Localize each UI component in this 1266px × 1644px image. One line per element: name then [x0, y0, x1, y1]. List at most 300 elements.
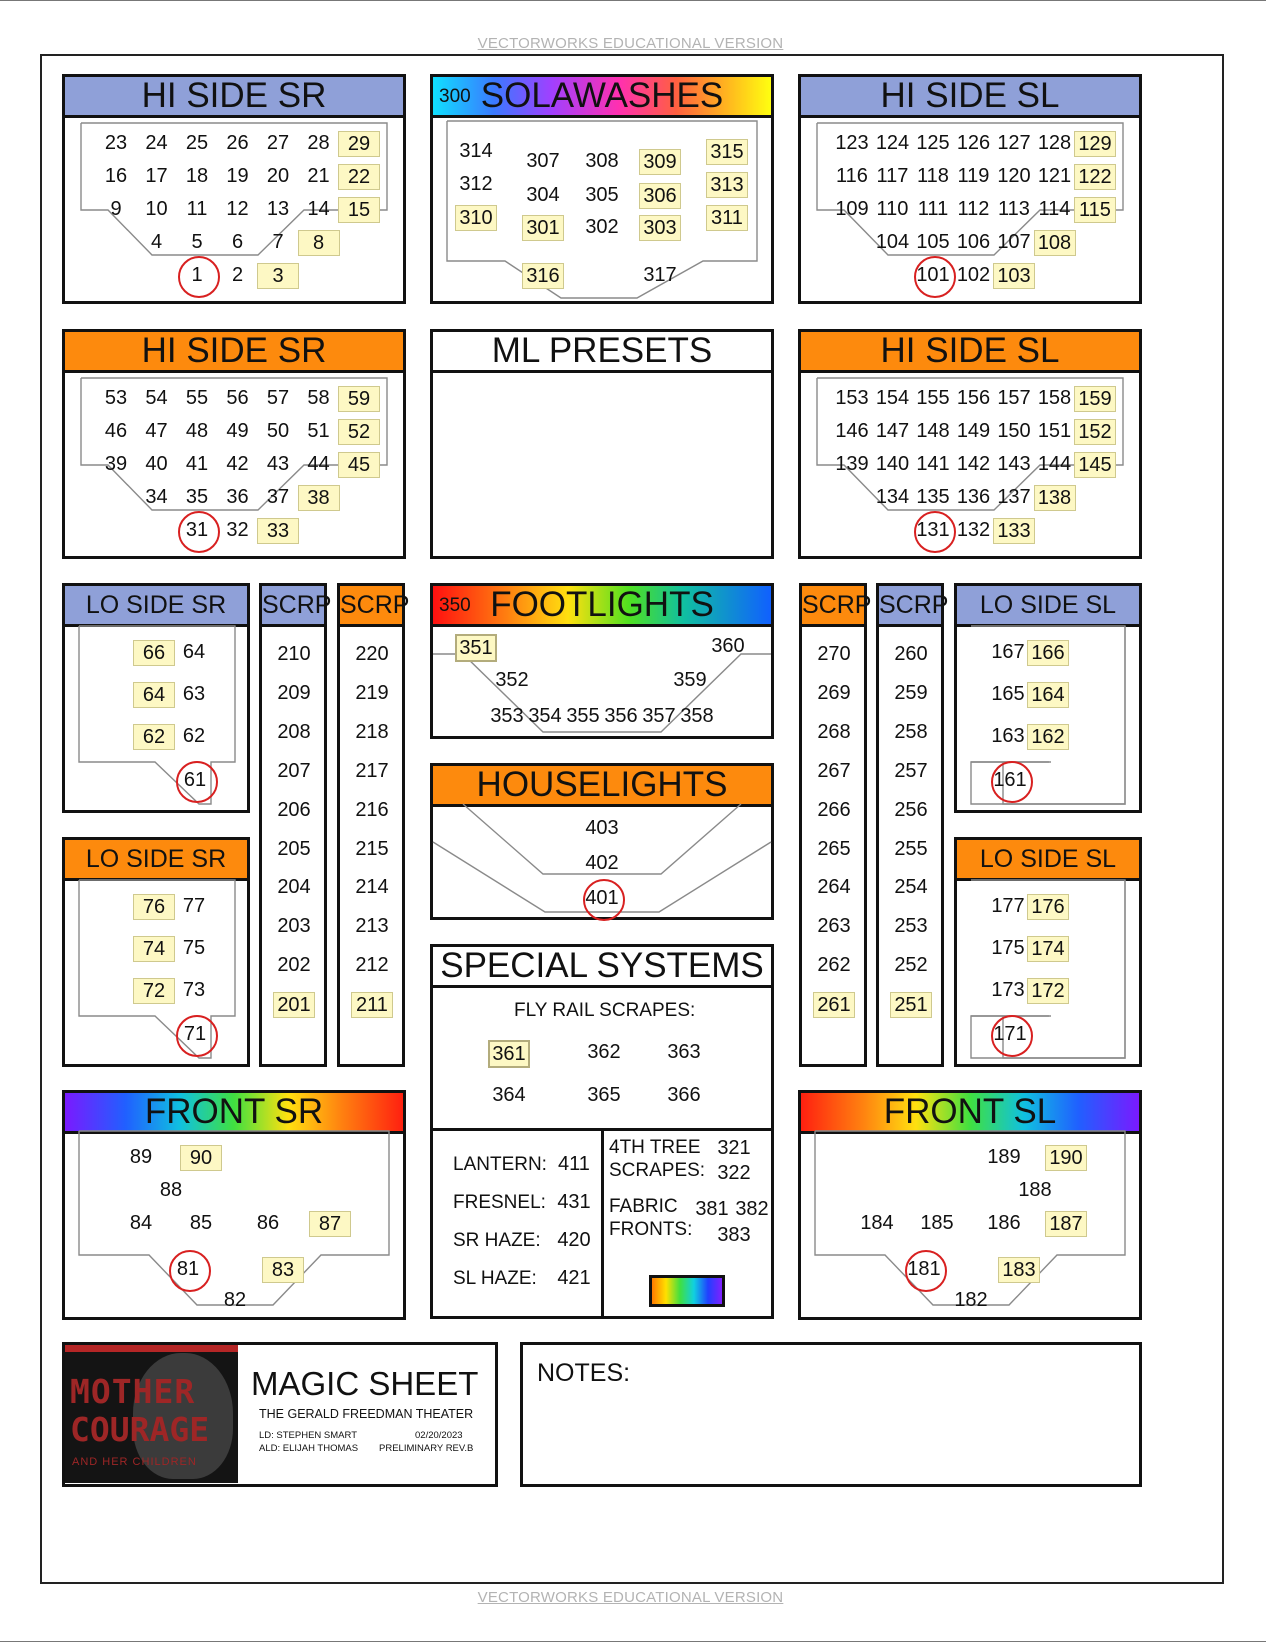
- page-bottom-rule: [0, 1641, 1266, 1642]
- channel-label[interactable]: 210: [277, 643, 311, 665]
- channel-label[interactable]: 15: [338, 197, 380, 223]
- channel-label[interactable]: 202: [277, 954, 311, 977]
- channel-label[interactable]: 103: [993, 263, 1035, 289]
- channel-label[interactable]: 144: [1037, 453, 1072, 475]
- panel-title: HI SIDE SR: [141, 76, 327, 115]
- channel-label[interactable]: 207: [277, 759, 311, 782]
- channel-label[interactable]: 47: [145, 420, 168, 442]
- channel-label[interactable]: 85: [189, 1212, 213, 1234]
- channel-label[interactable]: 86: [256, 1212, 280, 1234]
- channel-label[interactable]: 45: [338, 452, 380, 478]
- channel-label[interactable]: 119: [957, 165, 990, 187]
- channel-label[interactable]: 90: [180, 1145, 222, 1171]
- panel-title: FRONT SL: [883, 1092, 1057, 1131]
- channel-label[interactable]: 23: [104, 132, 128, 154]
- channel-label[interactable]: 264: [817, 876, 851, 899]
- channel-label[interactable]: 203: [277, 915, 311, 938]
- channel-label[interactable]: 75: [182, 937, 206, 959]
- panel-scrp-a[interactable]: [259, 583, 332, 1067]
- channel-label[interactable]: 184: [860, 1212, 894, 1234]
- channel-label[interactable]: 314: [459, 140, 493, 162]
- channel-label[interactable]: 183: [998, 1257, 1040, 1283]
- channel-label[interactable]: 186: [987, 1212, 1021, 1234]
- channel-label[interactable]: 312: [459, 173, 493, 195]
- channel-label[interactable]: 156: [956, 387, 991, 409]
- channel-label[interactable]: 259: [894, 681, 928, 704]
- channel-label[interactable]: 50: [266, 420, 290, 442]
- panel-scrp-c[interactable]: [799, 583, 872, 1067]
- channel-label[interactable]: 218: [355, 720, 389, 743]
- channel-label[interactable]: 18: [185, 165, 209, 187]
- channel-label[interactable]: 308: [585, 150, 619, 172]
- panel-hi-sl-1[interactable]: [798, 74, 1142, 304]
- channel-label[interactable]: 21: [307, 165, 330, 187]
- channel-label[interactable]: 125: [916, 132, 950, 154]
- channel-label[interactable]: 127: [997, 132, 1031, 154]
- channel-label[interactable]: 66: [133, 640, 175, 666]
- channel-label[interactable]: 35: [185, 486, 209, 508]
- channel-label[interactable]: 28: [307, 132, 330, 154]
- channel-label[interactable]: 215: [355, 837, 389, 860]
- channel-label[interactable]: 64: [182, 641, 206, 663]
- channel-label[interactable]: 188: [1018, 1179, 1052, 1201]
- channel-label[interactable]: 135: [916, 486, 950, 508]
- channel-label[interactable]: 154: [875, 387, 910, 409]
- channel-label[interactable]: 48: [185, 420, 209, 442]
- panel-header: [802, 586, 872, 627]
- channel-label[interactable]: 122: [1074, 164, 1116, 190]
- outline-lines: [801, 1093, 1139, 1317]
- channel-label[interactable]: 311: [706, 205, 748, 231]
- channel-label[interactable]: 42: [226, 453, 249, 475]
- notes-panel[interactable]: [520, 1342, 1142, 1487]
- channel-label[interactable]: 126: [956, 132, 991, 154]
- channel-label[interactable]: 261: [813, 992, 855, 1018]
- panel-title: ML PRESETS: [491, 331, 713, 370]
- show-poster-image: [65, 1345, 238, 1483]
- channel-label[interactable]: 132: [956, 519, 991, 541]
- channel-label[interactable]: 208: [277, 720, 311, 743]
- channel-label[interactable]: 64: [133, 682, 175, 708]
- channel-label[interactable]: 87: [309, 1211, 351, 1237]
- channel-label[interactable]: 359: [673, 669, 707, 691]
- channel-label[interactable]: 322: [717, 1162, 751, 1184]
- channel-label[interactable]: 39: [104, 453, 128, 475]
- channel-label[interactable]: 109: [835, 198, 869, 220]
- channel-label[interactable]: 124: [875, 132, 910, 154]
- channel-label[interactable]: 129: [1074, 131, 1116, 157]
- channel-label[interactable]: 301: [522, 215, 564, 241]
- channel-label[interactable]: 216: [355, 798, 389, 821]
- panel-ml-presets[interactable]: [430, 329, 774, 559]
- channel-label[interactable]: 366: [667, 1084, 701, 1106]
- channel-label[interactable]: 220: [355, 643, 389, 665]
- panel-hi-sl-2[interactable]: [798, 329, 1142, 559]
- channel-label[interactable]: 118: [917, 165, 949, 187]
- channel-label[interactable]: 268: [817, 720, 851, 743]
- channel-label[interactable]: 105: [916, 231, 950, 253]
- panel-lo-sl-1[interactable]: [954, 583, 1142, 813]
- channel-label[interactable]: 269: [817, 681, 851, 704]
- channel-label[interactable]: 190: [1045, 1145, 1087, 1171]
- channel-label[interactable]: 106: [956, 231, 991, 253]
- channel-label[interactable]: 1: [176, 263, 218, 287]
- channel-label[interactable]: 16: [104, 165, 128, 187]
- channel-label[interactable]: 138: [1034, 485, 1076, 511]
- channel-label[interactable]: 143: [997, 453, 1031, 475]
- channel-label[interactable]: 134: [875, 486, 910, 508]
- channel-label[interactable]: 110: [876, 198, 909, 220]
- channel-label[interactable]: 61: [174, 768, 216, 792]
- channel-label[interactable]: 214: [355, 876, 389, 899]
- panel-lo-sl-2[interactable]: [954, 837, 1142, 1067]
- channel-label[interactable]: 140: [875, 453, 910, 475]
- channel-label[interactable]: 73: [182, 979, 206, 1001]
- channel-label[interactable]: 139: [835, 453, 869, 475]
- channel-label[interactable]: 137: [997, 486, 1031, 508]
- channel-label[interactable]: 420: [557, 1229, 591, 1251]
- channel-label[interactable]: 185: [920, 1212, 954, 1234]
- channel-label[interactable]: 153: [835, 387, 869, 409]
- special-item-label: SL HAZE:: [453, 1268, 537, 1289]
- channel-label[interactable]: 309: [639, 149, 681, 175]
- channel-label[interactable]: 33: [257, 518, 299, 544]
- panel-scrp-d[interactable]: [876, 583, 949, 1067]
- channel-label[interactable]: 82: [223, 1289, 247, 1311]
- panel-hi-sr-1[interactable]: [62, 74, 406, 304]
- channel-label[interactable]: 141: [916, 453, 950, 475]
- channel-label[interactable]: 57: [266, 387, 290, 409]
- channel-label[interactable]: 107: [997, 231, 1031, 253]
- channel-label[interactable]: 31: [176, 518, 218, 542]
- outline-lines: [65, 1093, 403, 1317]
- channel-label[interactable]: 76: [133, 894, 175, 920]
- channel-label[interactable]: 201: [273, 992, 315, 1018]
- channel-label[interactable]: 365: [587, 1084, 621, 1106]
- channel-label[interactable]: 401: [581, 886, 623, 910]
- panel-houselights[interactable]: [430, 763, 774, 920]
- channel-label[interactable]: 267: [817, 759, 851, 782]
- channel-label[interactable]: 20: [266, 165, 290, 187]
- panel-title: LO SIDE SR: [85, 591, 227, 619]
- fabric-label: FRONTS:: [609, 1219, 693, 1240]
- panel-header: [340, 586, 410, 627]
- color-scroll-swatch: [649, 1275, 725, 1307]
- channel-label[interactable]: 315: [706, 139, 748, 165]
- special-item-label: LANTERN:: [453, 1154, 547, 1175]
- channel-label[interactable]: 177: [991, 895, 1025, 917]
- channel-label[interactable]: 270: [817, 643, 851, 665]
- channel-label[interactable]: 357: [642, 705, 676, 727]
- channel-label[interactable]: 71: [174, 1022, 216, 1046]
- channel-label[interactable]: 157: [997, 387, 1031, 409]
- channel-label[interactable]: 257: [894, 759, 928, 782]
- channel-label[interactable]: 159: [1074, 386, 1116, 412]
- channel-label[interactable]: 81: [167, 1257, 209, 1281]
- channel-label[interactable]: 316: [522, 263, 564, 289]
- channel-label[interactable]: 217: [355, 759, 389, 782]
- channel-label[interactable]: 382: [735, 1198, 769, 1220]
- channel-label[interactable]: 303: [639, 215, 681, 241]
- channel-label[interactable]: 302: [585, 216, 619, 238]
- channel-label[interactable]: 209: [277, 681, 311, 704]
- channel-label[interactable]: 83: [262, 1257, 304, 1283]
- channel-label[interactable]: 176: [1027, 894, 1069, 920]
- channel-label[interactable]: 55: [185, 387, 209, 409]
- panel-title: SPECIAL SYSTEMS: [440, 946, 764, 985]
- channel-label[interactable]: 306: [639, 183, 681, 209]
- channel-label[interactable]: 56: [226, 387, 249, 409]
- channel-label[interactable]: 101: [912, 263, 954, 287]
- channel-label[interactable]: 305: [585, 184, 619, 206]
- channel-label[interactable]: 62: [133, 724, 175, 750]
- channel-label[interactable]: 26: [226, 132, 249, 154]
- channel-label[interactable]: 72: [133, 978, 175, 1004]
- panel-front-sl[interactable]: [798, 1090, 1142, 1320]
- channel-label[interactable]: 254: [894, 876, 928, 899]
- panel-front-sr[interactable]: [62, 1090, 406, 1320]
- channel-label[interactable]: 149: [956, 420, 991, 442]
- channel-label[interactable]: 431: [557, 1191, 591, 1213]
- channel-label[interactable]: 146: [835, 420, 869, 442]
- channel-label[interactable]: 351: [455, 634, 497, 662]
- panel-hi-sr-2[interactable]: [62, 329, 406, 559]
- channel-label[interactable]: 88: [159, 1179, 183, 1201]
- channel-label[interactable]: 59: [338, 386, 380, 412]
- channel-label[interactable]: 108: [1034, 230, 1076, 256]
- channel-label[interactable]: 22: [338, 164, 380, 190]
- channel-label[interactable]: 17: [145, 165, 168, 187]
- channel-label[interactable]: 117: [876, 165, 909, 187]
- channel-label[interactable]: 133: [993, 518, 1035, 544]
- channel-label[interactable]: 189: [987, 1146, 1021, 1168]
- channel-label[interactable]: 251: [890, 992, 932, 1018]
- channel-label[interactable]: 4: [150, 231, 163, 253]
- channel-label[interactable]: 145: [1074, 452, 1116, 478]
- channel-label[interactable]: 12: [226, 198, 249, 220]
- channel-label[interactable]: 123: [835, 132, 869, 154]
- channel-label[interactable]: 121: [1037, 165, 1072, 187]
- channel-label[interactable]: 2: [231, 264, 244, 286]
- channel-label[interactable]: 353: [490, 705, 524, 727]
- panel-lo-sr-1[interactable]: [62, 583, 250, 813]
- channel-label[interactable]: 402: [585, 852, 619, 874]
- channel-label[interactable]: 358: [680, 705, 714, 727]
- channel-label[interactable]: 38: [298, 485, 340, 511]
- channel-label[interactable]: 13: [266, 198, 290, 220]
- channel-label[interactable]: 3: [257, 263, 299, 289]
- tree-label: 4TH TREE: [609, 1137, 701, 1158]
- channel-label[interactable]: 44: [307, 453, 330, 475]
- channel-label[interactable]: 52: [338, 419, 380, 445]
- channel-label[interactable]: 27: [266, 132, 290, 154]
- channel-label[interactable]: 6: [231, 231, 244, 253]
- channel-label[interactable]: 11: [186, 198, 208, 220]
- channel-label[interactable]: 213: [355, 915, 389, 938]
- channel-label[interactable]: 310: [455, 205, 497, 231]
- channel-label[interactable]: 40: [145, 453, 168, 475]
- channel-label[interactable]: 204: [277, 876, 311, 899]
- panel-title: HOUSELIGHTS: [476, 765, 728, 804]
- channel-label[interactable]: 43: [266, 453, 290, 475]
- panel-title: LO SIDE SR: [85, 845, 227, 873]
- channel-label[interactable]: 19: [226, 165, 249, 187]
- channel-label[interactable]: 256: [894, 798, 928, 821]
- channel-label[interactable]: 10: [145, 198, 168, 220]
- channel-label[interactable]: 14: [307, 198, 330, 220]
- channel-label[interactable]: 150: [997, 420, 1031, 442]
- channel-label[interactable]: 89: [129, 1146, 153, 1168]
- panel-scrp-b[interactable]: [337, 583, 410, 1067]
- channel-label[interactable]: 155: [916, 387, 950, 409]
- channel-label[interactable]: 136: [956, 486, 991, 508]
- channel-label[interactable]: 175: [991, 937, 1025, 959]
- channel-label[interactable]: 363: [667, 1041, 701, 1063]
- channel-label[interactable]: 361: [488, 1040, 530, 1068]
- channel-label[interactable]: 49: [226, 420, 249, 442]
- channel-label[interactable]: 182: [954, 1289, 988, 1311]
- channel-label[interactable]: 187: [1045, 1211, 1087, 1237]
- panel-prefix: 300: [439, 86, 471, 107]
- channel-label[interactable]: 181: [903, 1257, 945, 1281]
- channel-label[interactable]: 354: [528, 705, 562, 727]
- channel-label[interactable]: 211: [351, 992, 393, 1018]
- channel-label[interactable]: 173: [991, 979, 1025, 1001]
- channel-label[interactable]: 164: [1027, 682, 1069, 708]
- notes-label: NOTES:: [537, 1359, 631, 1387]
- channel-label[interactable]: 403: [585, 817, 619, 839]
- channel-label[interactable]: 161: [989, 768, 1031, 792]
- sheet-title: MAGIC SHEET: [251, 1365, 479, 1402]
- channel-label[interactable]: 46: [104, 420, 128, 442]
- panel-title: LO SIDE SL: [979, 845, 1117, 873]
- channel-label[interactable]: 114: [1038, 198, 1071, 220]
- channel-label[interactable]: 111: [917, 198, 949, 220]
- channel-label[interactable]: 115: [1074, 197, 1116, 223]
- channel-label[interactable]: 104: [875, 231, 910, 253]
- channel-label[interactable]: 205: [277, 837, 311, 860]
- channel-label[interactable]: 9: [110, 198, 122, 220]
- channel-label[interactable]: 5: [191, 231, 203, 253]
- channel-label[interactable]: 29: [338, 131, 380, 157]
- channel-label[interactable]: 317: [643, 264, 677, 286]
- channel-label[interactable]: 255: [894, 837, 928, 860]
- channel-label[interactable]: 32: [226, 519, 249, 541]
- channel-label[interactable]: 63: [182, 683, 206, 705]
- channel-label[interactable]: 158: [1037, 387, 1072, 409]
- channel-label[interactable]: 116: [836, 165, 868, 187]
- channel-label[interactable]: 120: [997, 165, 1031, 187]
- channel-label[interactable]: 163: [991, 725, 1025, 747]
- channel-label[interactable]: 355: [566, 705, 600, 727]
- panel-solawashes[interactable]: [430, 74, 774, 304]
- channel-label[interactable]: 265: [817, 837, 851, 860]
- channel-label[interactable]: 36: [226, 486, 249, 508]
- channel-label[interactable]: 252: [894, 954, 928, 977]
- panel-header: [262, 586, 332, 627]
- channel-label[interactable]: 262: [817, 954, 851, 977]
- channel-label[interactable]: 383: [717, 1224, 751, 1246]
- channel-label[interactable]: 142: [956, 453, 991, 475]
- channel-label[interactable]: 167: [991, 641, 1025, 663]
- channel-label[interactable]: 7: [272, 231, 284, 253]
- channel-label[interactable]: 307: [526, 150, 560, 172]
- channel-label[interactable]: 364: [492, 1084, 526, 1106]
- channel-label[interactable]: 172: [1027, 978, 1069, 1004]
- channel-label[interactable]: 148: [916, 420, 950, 442]
- channel-label[interactable]: 53: [104, 387, 128, 409]
- channel-label[interactable]: 58: [307, 387, 330, 409]
- channel-label[interactable]: 151: [1037, 420, 1072, 442]
- channel-label[interactable]: 266: [817, 798, 851, 821]
- channel-label[interactable]: 313: [706, 172, 748, 198]
- channel-label[interactable]: 352: [495, 669, 529, 691]
- panel-title: HI SIDE SL: [880, 331, 1060, 370]
- channel-label[interactable]: 102: [956, 264, 991, 286]
- panel-title: SOLAWASHES: [480, 76, 724, 115]
- channel-label[interactable]: 24: [145, 132, 168, 154]
- channel-label[interactable]: 131: [912, 518, 954, 542]
- channel-label[interactable]: 321: [717, 1137, 751, 1159]
- channel-label[interactable]: 162: [1027, 724, 1069, 750]
- channel-label[interactable]: 258: [894, 720, 928, 743]
- channel-label[interactable]: 112: [957, 198, 990, 220]
- title-block[interactable]: [62, 1342, 498, 1487]
- channel-label[interactable]: 51: [307, 420, 330, 442]
- channel-label[interactable]: 25: [185, 132, 209, 154]
- channel-label[interactable]: 37: [266, 486, 290, 508]
- channel-label[interactable]: 128: [1037, 132, 1072, 154]
- channel-label[interactable]: 411: [558, 1153, 590, 1175]
- channel-label[interactable]: 77: [182, 895, 206, 917]
- channel-label[interactable]: 212: [355, 954, 389, 977]
- panel-lo-sr-2[interactable]: [62, 837, 250, 1067]
- channel-label[interactable]: 113: [998, 198, 1030, 220]
- channel-label[interactable]: 263: [817, 915, 851, 938]
- tree-label: SCRAPES:: [609, 1160, 706, 1181]
- channel-label[interactable]: 165: [991, 683, 1025, 705]
- channel-label[interactable]: 206: [277, 798, 311, 821]
- channel-label[interactable]: 174: [1027, 936, 1069, 962]
- channel-label[interactable]: 62: [182, 725, 206, 747]
- channel-label[interactable]: 8: [298, 230, 340, 256]
- channel-label[interactable]: 362: [587, 1041, 621, 1063]
- channel-label[interactable]: 74: [133, 936, 175, 962]
- channel-label[interactable]: 304: [526, 184, 560, 206]
- panel-header: [433, 332, 771, 373]
- channel-label[interactable]: 84: [129, 1212, 153, 1234]
- channel-label[interactable]: 34: [145, 486, 168, 508]
- channel-label[interactable]: 381: [695, 1198, 729, 1220]
- poster-title-line: MOTHER: [70, 1372, 196, 1411]
- channel-label[interactable]: 41: [185, 453, 209, 475]
- channel-label[interactable]: 253: [894, 915, 928, 938]
- channel-label[interactable]: 421: [557, 1267, 591, 1289]
- channel-label[interactable]: 171: [989, 1022, 1031, 1046]
- channel-label[interactable]: 54: [145, 387, 168, 409]
- panel-special-systems[interactable]: [430, 944, 774, 1319]
- channel-label[interactable]: 260: [894, 643, 928, 665]
- assistant-lighting-designer: ALD: ELIJAH THOMAS: [259, 1443, 359, 1454]
- panel-footlights[interactable]: [430, 583, 774, 739]
- channel-label[interactable]: 219: [355, 681, 389, 704]
- channel-label[interactable]: 356: [604, 705, 638, 727]
- channel-label[interactable]: 360: [711, 635, 745, 657]
- channel-label[interactable]: 166: [1027, 640, 1069, 666]
- channel-label[interactable]: 152: [1074, 419, 1116, 445]
- channel-label[interactable]: 147: [875, 420, 910, 442]
- panel-title: SCRP: [802, 591, 872, 619]
